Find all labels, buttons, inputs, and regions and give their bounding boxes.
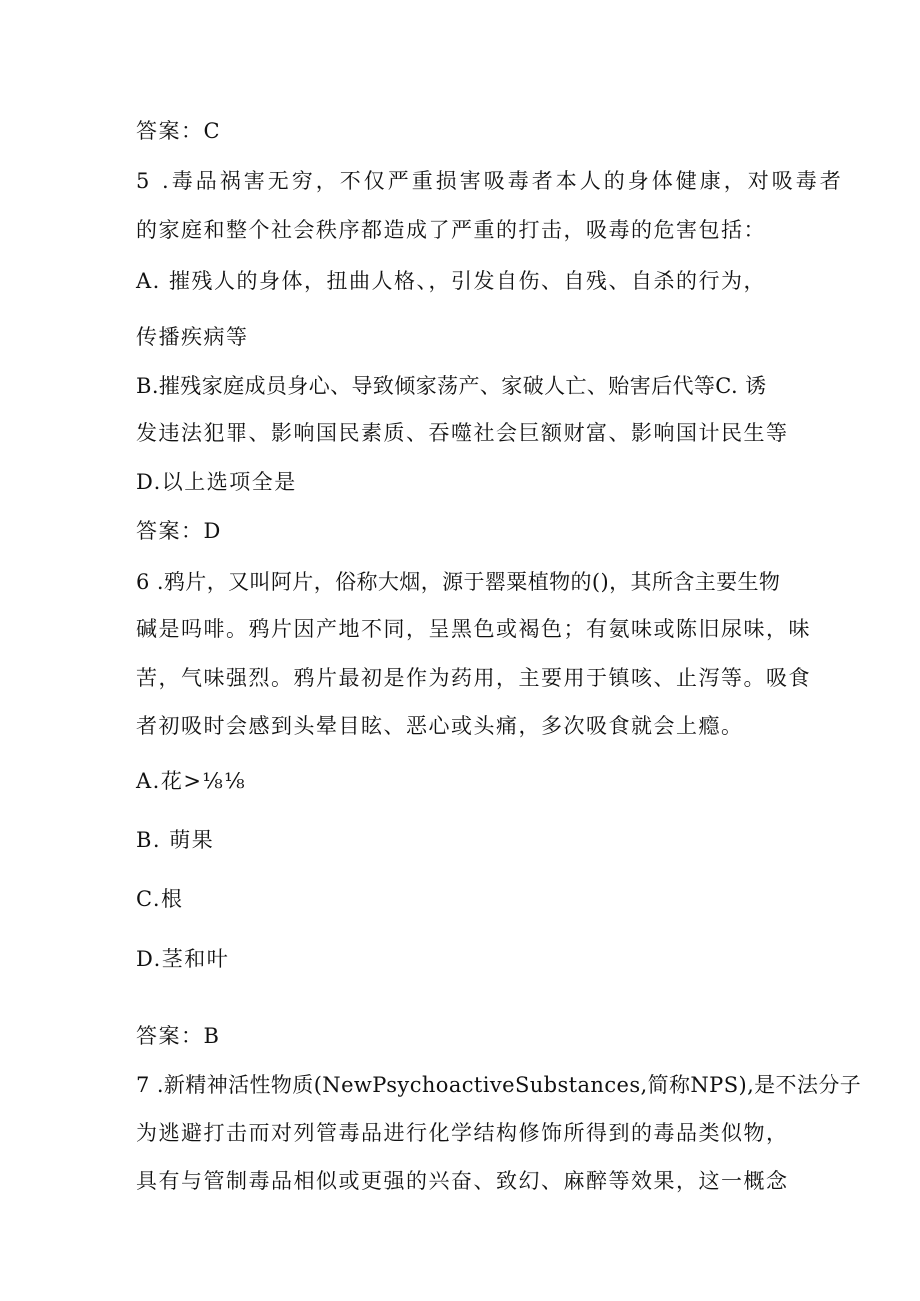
question-5-option-a-line-1: A. 摧残人的身体，扭曲人格、，引发自伤、自残、自杀的行为， <box>136 269 767 293</box>
question-6-line-1: 6 .鸦片，又叫阿片，俗称大烟，源于罂粟植物的()，其所含主要生物 <box>136 570 781 594</box>
question-6-option-d: D.茎和叶 <box>136 947 230 971</box>
question-6-line-2: 碱是吗啡。鸦片因产地不同，呈黑色或褐色；有氨味或陈旧尿味，味 <box>136 617 811 641</box>
question-5-line-1: 5 .毒品祸害无穷，不仅严重损害吸毒者本人的身体健康，对吸毒者 <box>136 169 844 193</box>
question-6-option-a: A.花>⅛⅛ <box>136 769 247 793</box>
question-6-option-b: B. 萌果 <box>136 828 215 852</box>
question-5-option-b: B.摧残家庭成员身心、导致倾家荡产、家破人亡、贻害后代等C. 诱 <box>136 374 767 398</box>
question-7-line-3: 具有与管制毒品相似或更强的兴奋、致幻、麻醉等效果，这一概念 <box>136 1169 789 1193</box>
answer-4: 答案：C <box>136 119 222 143</box>
question-5-line-2: 的家庭和整个社会秩序都造成了严重的打击，吸毒的危害包括： <box>136 218 766 242</box>
answer-6: 答案：B <box>136 1024 221 1048</box>
question-6-option-c: C.根 <box>136 887 184 911</box>
question-5-option-d: D.以上选项全是 <box>136 470 297 494</box>
question-6-line-4: 者初吸时会感到头晕目眩、恶心或头痛，多次吸食就会上瘾。 <box>136 714 744 738</box>
question-7-line-1: 7 .新精神活性物质(NewPsychoactiveSubstances,简称NPS),是不法分子 <box>136 1073 862 1097</box>
question-6-line-3: 苦，气味强烈。鸦片最初是作为药用，主要用于镇咳、止泻等。吸食 <box>136 666 811 690</box>
question-5-option-c: 发违法犯罪、影响国民素质、吞噬社会巨额财富、影响国计民生等 <box>136 421 789 445</box>
question-7-line-2: 为逃避打击而对列管毒品进行化学结构修饰所得到的毒品类似物， <box>136 1121 789 1145</box>
question-5-option-a-line-2: 传播疾病等 <box>136 325 249 349</box>
answer-5: 答案：D <box>136 519 222 543</box>
